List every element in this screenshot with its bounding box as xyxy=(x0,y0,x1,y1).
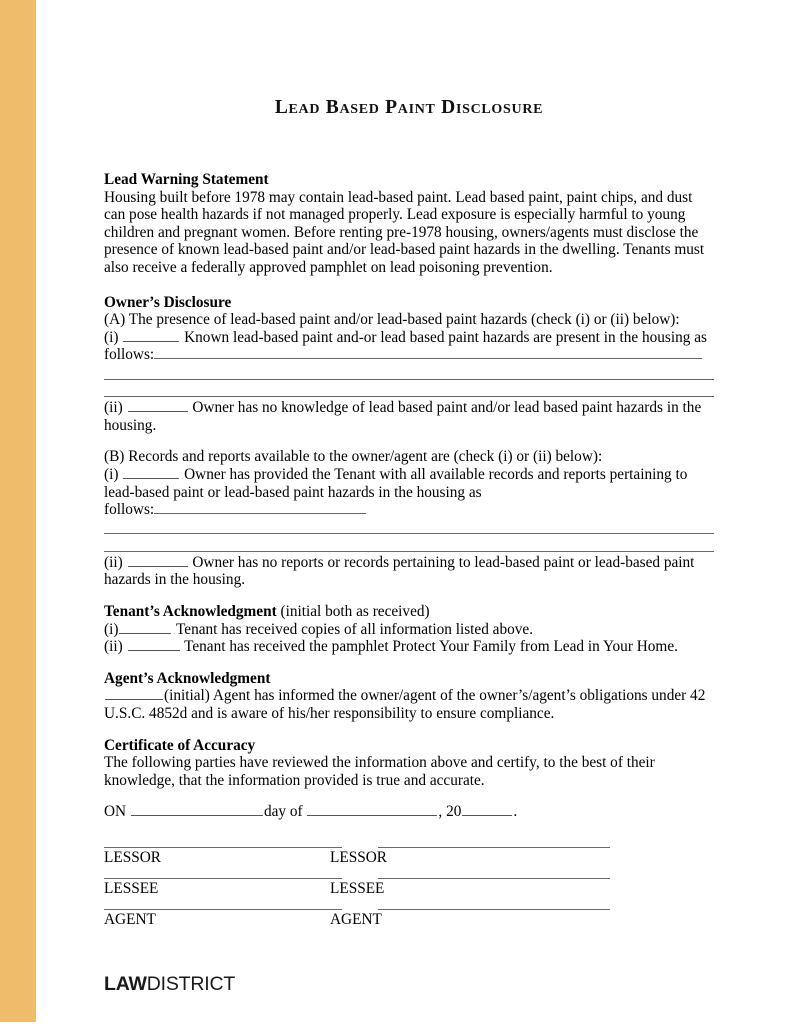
paragraph-section-a-intro: (A) The presence of lead-based paint and/or lead-based paint hazards (check (i) or (ii) below): xyxy=(104,311,680,329)
agent-initial-blank[interactable] xyxy=(105,687,163,700)
signature-line-lessee-left[interactable] xyxy=(104,878,342,879)
section-a-write-in-line-1[interactable] xyxy=(154,347,702,359)
heading-tenants-acknowledgment-note: (initial both as received) xyxy=(280,603,430,621)
signature-label-lessee-right: LESSEE xyxy=(330,880,385,897)
logo-district-text: DISTRICT xyxy=(146,973,236,995)
heading-agents-acknowledgment: Agent’s Acknowledgment xyxy=(104,669,271,687)
date-day-of-label: day of xyxy=(263,803,303,821)
left-accent-band xyxy=(0,0,36,1022)
section-b-item-i-text: Owner has provided the Tenant with all available records and reports pertaining to lead-based paint or lead-based paint hazards in the housing as xyxy=(104,465,688,501)
section-a-item-ii xyxy=(104,399,714,434)
signature-label-agent-left: AGENT xyxy=(104,911,156,928)
tenant-item-ii-text: Tenant has received the pamphlet Protect Your Family from Lead in Your Home. xyxy=(184,638,678,656)
section-a-write-in-line-3[interactable] xyxy=(104,396,714,397)
section-b-item-ii-prefix: (ii) xyxy=(104,553,123,571)
signature-row-lessor xyxy=(104,847,714,878)
signature-line-lessor-left[interactable] xyxy=(104,847,342,848)
section-b-item-i-checkbox-blank[interactable] xyxy=(123,466,179,479)
agent-acknowledgment-text: (initial) Agent has informed the owner/agent of the owner’s/agent’s obligations under 42 U.S.C. 4852d and is aware of his/her responsibility to ensure compliance. xyxy=(104,687,706,723)
date-month-blank[interactable] xyxy=(307,803,437,816)
page-title: Lead Based Paint Disclosure xyxy=(274,97,544,118)
signature-row-lessee xyxy=(104,878,714,909)
logo-law-text: LAW xyxy=(104,973,147,995)
heading-lead-warning: Lead Warning Statement xyxy=(104,171,269,188)
tenant-item-i-prefix: (i) xyxy=(104,620,119,638)
section-b-item-i-prefix: (i) xyxy=(104,465,119,483)
tenant-item-ii-initial-blank[interactable] xyxy=(128,638,180,651)
section-b-write-in-line-3[interactable] xyxy=(104,551,714,552)
heading-owners-disclosure: Owner’s Disclosure xyxy=(104,293,232,311)
paragraph-lead-warning: Housing built before 1978 may contain lead-based paint. Lead based paint, paint chips, and dust can pose health hazards if not managed properly. Lead exposure is especially harmful to young children and pregnant women. Before renting pre-1978 housing, owners/agents must disclose the presence of known lead-based paint and/or lead-based paint hazards in the dwelling. Tenants must also receive a federally approved pamphlet on lead poisoning prevention. xyxy=(104,188,705,276)
date-line xyxy=(104,803,714,821)
section-a-item-i-prefix: (i) xyxy=(104,328,119,346)
paragraph-section-b-intro: (B) Records and reports available to the owner/agent are (check (i) or (ii) below): xyxy=(104,448,603,466)
section-b-item-ii xyxy=(104,554,714,589)
section-a-item-ii-checkbox-blank[interactable] xyxy=(128,399,188,412)
signature-line-agent-left[interactable] xyxy=(104,909,342,910)
tenant-item-i-initial-blank[interactable] xyxy=(119,621,171,634)
heading-certificate-of-accuracy: Certificate of Accuracy xyxy=(104,736,256,754)
signature-label-lessor-left: LESSOR xyxy=(104,849,161,866)
section-b-write-in-line-3-row xyxy=(104,536,714,554)
signature-line-lessee-right[interactable] xyxy=(378,878,610,879)
section-a-write-in-line-2[interactable] xyxy=(104,379,714,380)
heading-tenants-acknowledgment xyxy=(104,603,714,621)
section-a-item-ii-prefix: (ii) xyxy=(104,399,123,417)
section-b-item-ii-text: Owner has no reports or records pertaining to lead-based paint or lead-based paint hazards in the housing. xyxy=(104,553,695,589)
heading-tenants-acknowledgment-text: Tenant’s Acknowledgment xyxy=(104,603,277,621)
section-a-item-i-checkbox-blank[interactable] xyxy=(123,329,179,342)
section-a-write-in-line-2-row xyxy=(104,364,714,382)
section-a-item-i-text: Known lead-based paint and-or lead based paint hazards are present in the housing as xyxy=(184,328,707,346)
section-b-write-in-line-2[interactable] xyxy=(104,533,714,534)
signature-label-lessee-left: LESSEE xyxy=(104,880,159,897)
signature-label-lessor-right: LESSOR xyxy=(330,849,387,866)
signature-row-agent xyxy=(104,909,714,940)
section-b-follows-line xyxy=(104,501,714,519)
section-a-write-in-line-3-row xyxy=(104,382,714,400)
date-year-blank[interactable] xyxy=(462,803,512,816)
section-b-follows-label: follows: xyxy=(104,501,155,519)
paragraph-certificate-body: The following parties have reviewed the information above and certify, to the best of their knowledge, that the information provided is true and accurate. xyxy=(104,754,655,789)
section-a-follows-line xyxy=(104,346,714,364)
section-b-write-in-line-1[interactable] xyxy=(154,502,366,514)
signature-block xyxy=(104,847,714,940)
signature-line-lessor-right[interactable] xyxy=(378,847,610,848)
section-b-item-ii-checkbox-blank[interactable] xyxy=(128,554,188,567)
section-b-item-i xyxy=(104,466,714,501)
section-a-item-ii-text: Owner has no knowledge of lead based paint and/or lead based paint hazards in the housing. xyxy=(104,399,702,434)
section-b-write-in-line-2-row xyxy=(104,519,714,537)
date-day-blank[interactable] xyxy=(131,803,263,816)
agent-acknowledgment-line xyxy=(104,687,714,722)
tenant-item-i xyxy=(104,621,714,639)
document-content xyxy=(104,0,714,996)
signature-line-agent-right[interactable] xyxy=(378,909,610,910)
date-year-prefix-label: , 20 xyxy=(438,803,462,821)
tenant-item-i-text: Tenant has received copies of all information listed above. xyxy=(176,620,534,638)
lawdistrict-logo xyxy=(104,973,714,996)
date-period-label: . xyxy=(513,803,518,821)
section-a-follows-label: follows: xyxy=(104,346,155,364)
section-a-item-i xyxy=(104,329,714,347)
signature-label-agent-right: AGENT xyxy=(330,911,382,928)
tenant-item-ii-prefix: (ii) xyxy=(104,638,123,656)
tenant-item-ii xyxy=(104,638,714,656)
date-on-label: ON xyxy=(104,803,127,821)
